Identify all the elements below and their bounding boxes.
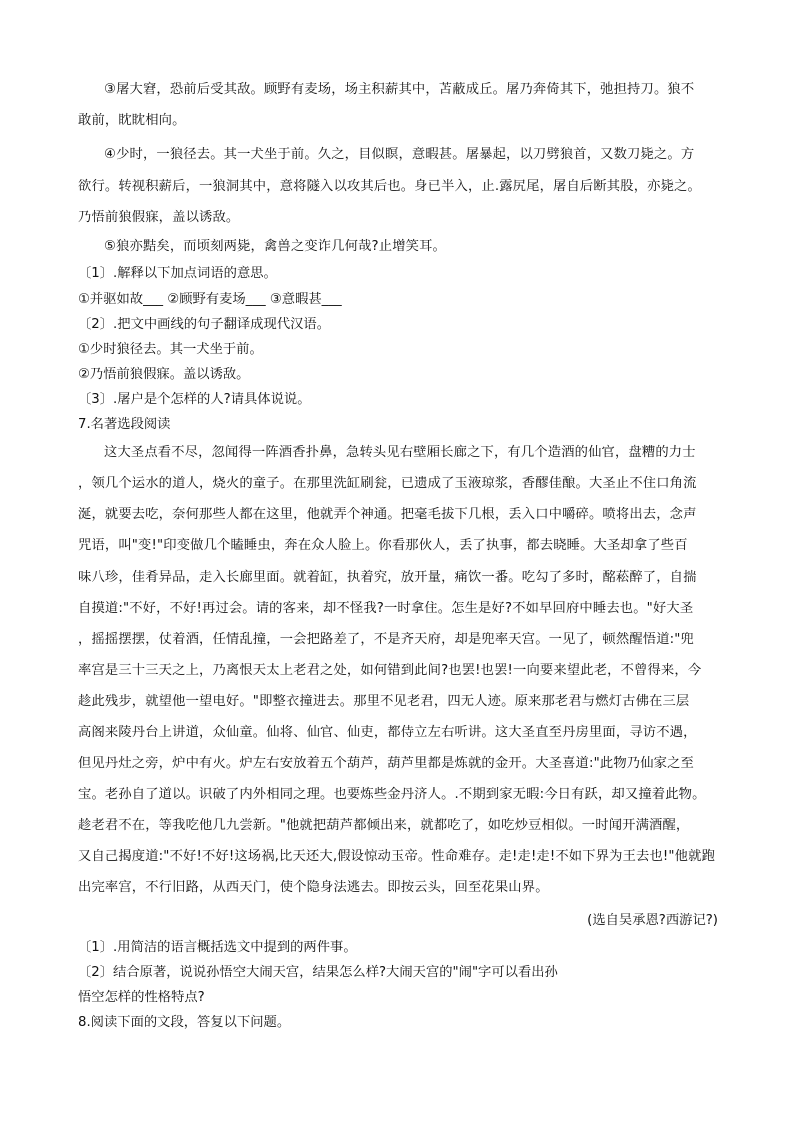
- section-8-heading: 8.阅读下面的文段，答复以下问题。: [78, 1015, 291, 1030]
- passage-line-1: 这大圣点看不尽，忽闻得一阵酒香扑鼻，急转头见右壁厢长廊之下，有几个造酒的仙官，盘糟的力士: [104, 445, 696, 460]
- passage-line-8: 率宫是三十三天之上，乃离恨天太上老君之处，如何错到此间?也罢!也罢!一向要来望此老，不曾得来，今: [78, 663, 702, 678]
- passage-line-3: 涎，就要去吃，奈何那些人都在这里，他就弄个神通。把毫毛拔下几根，丢入口中嚼碎。喷将出去，念声: [78, 507, 697, 522]
- question-2-item-1: ①少时狼径去。其一犬坐于前。: [78, 342, 263, 357]
- passage-line-5: 味八珍，佳肴异品，走入长廊里面。就着缸，执着究，放开量，痛饮一番。吃勾了多时，酩菘醉了，自揣: [78, 570, 697, 585]
- passage-line-14: 又自己揭度道:"不好!不好!这场祸,比天还大,假设惊动玉帝。性命难存。走!走!走!不如下界为王去也!"他就跑: [78, 849, 716, 864]
- passage-line-15: 出完率宫，不行旧路，从西天门，使个隐身法逃去。即按云头，回至花果山界。: [78, 880, 549, 895]
- source-attribution: (选自吴承恩?西游记?): [587, 913, 718, 928]
- passage-line-12: 宝。老孙自了道以。识破了内外相同之理。也要炼些金丹济人。.不期到家无暇:今日有跃，却又撞着此物。: [78, 787, 706, 802]
- question-3: 〔3〕.屠户是个怎样的人?请具体说说。: [78, 392, 311, 407]
- section-7-question-2-cont: 悟空怎样的性格特点?: [78, 990, 205, 1005]
- paragraph-5-line-1: ⑤狼亦黠矣，而顷刻两毙，禽兽之变诈几何哉?止增笑耳。: [104, 239, 447, 254]
- passage-line-13: 趁老君不在，等我吃他几九尝新。"他就把葫芦都倾出来，就都吃了，如吃炒豆相似。一时闻开满酒醒，: [78, 818, 690, 833]
- paragraph-4-line-3: 乃悟前狼假寐，盖以诱敌。: [78, 210, 240, 225]
- passage-line-7: ，摇摇摆摆，仗着酒，任情乱撞，一会把路差了，不是齐天府，却是兜率天宫。一见了，顿然醒悟道:"兜: [78, 632, 695, 647]
- question-2: 〔2〕.把文中画线的句子翻译成现代汉语。: [78, 317, 331, 332]
- paragraph-4-line-1: ④少时，一狼径去。其一犬坐于前。久之，目似瞑，意暇甚。屠暴起，以刀劈狼首，又数刀毙之。方: [104, 147, 695, 162]
- paragraph-3-line-2: 敢前，眈眈相向。: [78, 113, 186, 128]
- passage-line-9: 趁此残步，就望他一望电好。"即整衣撞进去。那里不见老君，四无人迹。原来那老君与燃灯古佛在三层: [78, 694, 690, 709]
- passage-line-10: 高阁来陵丹台上讲道，众仙童。仙将、仙官、仙吏，都侍立左右听讲。这大圣直至丹房里面，寻访不遇，: [78, 725, 697, 740]
- paragraph-4-line-2: 欲行。转视积薪后，一狼洞其中，意将隧入以攻其后也。身已半入，止.露尻尾，屠自后断其股，亦毙之。: [78, 179, 701, 194]
- question-2-item-2: ②乃悟前狼假寐。盖以诱敌。: [78, 367, 250, 382]
- passage-line-4: 咒语，叫"变!"印变做几个瞌睡虫，奔在众人脸上。你看那伙人，丢了执事，都去晓睡。大圣却拿了些百: [78, 538, 688, 553]
- passage-line-11: 但见丹灶之旁，炉中有火。炉左右安放着五个葫芦，葫芦里都是炼就的金开。大圣喜道:"此物乃仙家之至: [78, 756, 695, 771]
- section-7-question-1: 〔1〕.用简洁的语言概括选文中提到的两件事。: [78, 940, 357, 955]
- passage-line-2: ，领几个运水的道人，烧火的童子。在那里洗缸刷瓮，已遗成了玉液琼浆，香醪佳酿。大圣止不住口角流: [78, 476, 697, 491]
- question-1-items: ①并驱如故___ ②顾野有麦场___ ③意暇甚___: [78, 292, 342, 307]
- section-7-heading: 7.名著选段阅读: [78, 417, 171, 432]
- paragraph-3-line-1: ③屠大窘，恐前后受其敌。顾野有麦场，场主积薪其中，苫蔽成丘。屠乃奔倚其下，弛担持刀。狼不: [104, 82, 695, 97]
- question-1: 〔1〕.解释以下加点词语的意思。: [78, 266, 277, 281]
- passage-line-6: 自摸道:"不好，不好!再过会。请的客来，却不怪我?一时拿住。怎生是好?不如早回府中睡去也。"好大圣: [78, 601, 694, 616]
- section-7-question-2: 〔2〕结合原著，说说孙悟空大闹天宫，结果怎么样?大闹天宫的"闹"字可以看出孙: [78, 965, 558, 980]
